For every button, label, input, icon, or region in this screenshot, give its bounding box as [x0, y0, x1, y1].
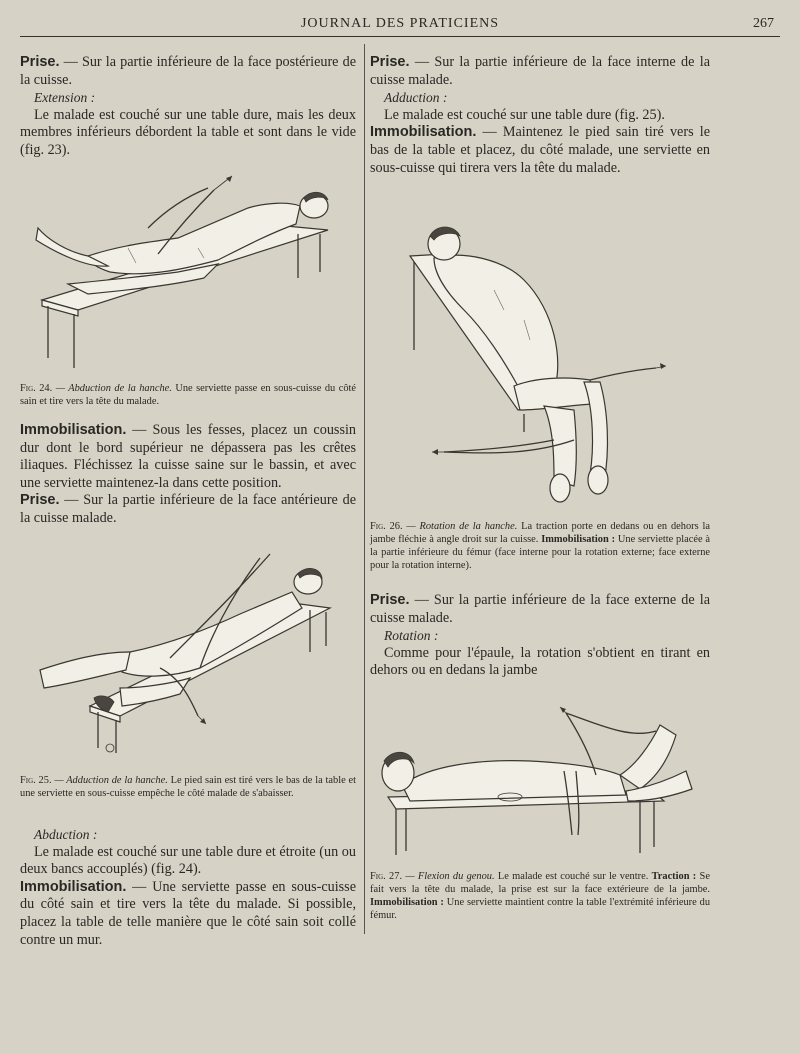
column-divider: [364, 44, 365, 934]
figure-24-caption: Fig. 24. — Abduction de la hanche. Une serviette passe en sous-cuisse du côté sain et tire vers la tête du malade.: [20, 383, 357, 407]
figure-27-caption: Fig. 27. — Flexion du genou. Le malade est couché sur le ventre. Traction : Se fait vers la tête du malade, la prise est sur la face extérieure de la jambe. Immobilisation : Une serviette maintient contre la table l'extrémité inférieure du fémur.: [370, 871, 711, 921]
paragraph: Le malade est couché sur une table dure, mais les deux membres inférieurs débordent la table et sont dans le vide (fig. 23).: [20, 106, 356, 158]
paragraph: Le malade est couché sur une table dure et étroite (un ou deux bancs accouplés) (fig. 24).: [20, 843, 356, 878]
paragraph: Le malade est couché sur une table dure (fig. 25).: [384, 106, 665, 123]
subheading: Extension :: [34, 90, 96, 106]
paragraph: Immobilisation. — Une serviette passe en sous-cuisse du côté sain et tire vers la tête du malade. Si possible, placez la table de telle manière que le côté sain soit collé contre un mur.: [20, 878, 356, 948]
page-number: 267: [753, 16, 774, 31]
right-column-middle: [370, 592, 710, 680]
paragraph: Immobilisation. — Maintenez le pied sain tiré vers le bas de la table et placez, du côté malade, une serviette en sous-cuisse qui tirera vers la tête du malade.: [370, 124, 710, 176]
paragraph: Prise. — Sur la partie inférieure de la face interne de la cuisse malade.: [370, 54, 710, 88]
subheading: Abduction :: [34, 827, 98, 842]
left-column-middle: [20, 422, 356, 528]
figure-26-caption: Fig. 26. — Rotation de la hanche. La traction porte en dedans ou en dehors la jambe fléchie à angle droit sur la cuisse. Immobilisation : Une serviette placée à la partie inférieure du fémur (face interne pour la rotation externe; face externe pour la rotation interne).: [370, 521, 710, 571]
paragraph: Prise. — Sur la partie inférieure de la face antérieure de la cuisse malade.: [20, 492, 356, 526]
paragraph: Comme pour l'épaule, la rotation s'obtient en tirant en dehors ou en dedans la jambe: [370, 644, 710, 679]
figure-27-illustration: [370, 705, 700, 865]
journal-title: JOURNAL DES PRATICIENS: [300, 16, 500, 31]
subheading: Rotation :: [384, 628, 439, 644]
figure-25-illustration: [30, 548, 350, 758]
paragraph: Prise. — Sur la partie inférieure de la face postérieure de la cuisse.: [20, 54, 356, 88]
subheading: Adduction :: [384, 90, 448, 106]
figure-25-caption: Fig. 25. — Adduction de la hanche. Le pied sain est tiré vers le bas de la table et une serviette en sous-cuisse empêche le côté malade de s'abaisser.: [20, 775, 356, 799]
paragraph: Immobilisation. — Sous les fesses, placez un coussin dur dont le bord supérieur ne dépassera pas les crêtes iliaques. Fléchissez la cuisse saine sur le bassin, et avec une serviette maintenez-la dans cette position.: [20, 422, 356, 491]
paragraph: Prise. — Sur la partie inférieure de la face externe de la cuisse malade.: [370, 592, 710, 626]
right-column-top: [370, 54, 710, 177]
left-column-bottom: [20, 826, 356, 949]
running-header: [20, 14, 780, 37]
figure-24-illustration: [28, 168, 358, 373]
figure-26-illustration: [404, 210, 704, 510]
left-column-top: [20, 54, 356, 160]
